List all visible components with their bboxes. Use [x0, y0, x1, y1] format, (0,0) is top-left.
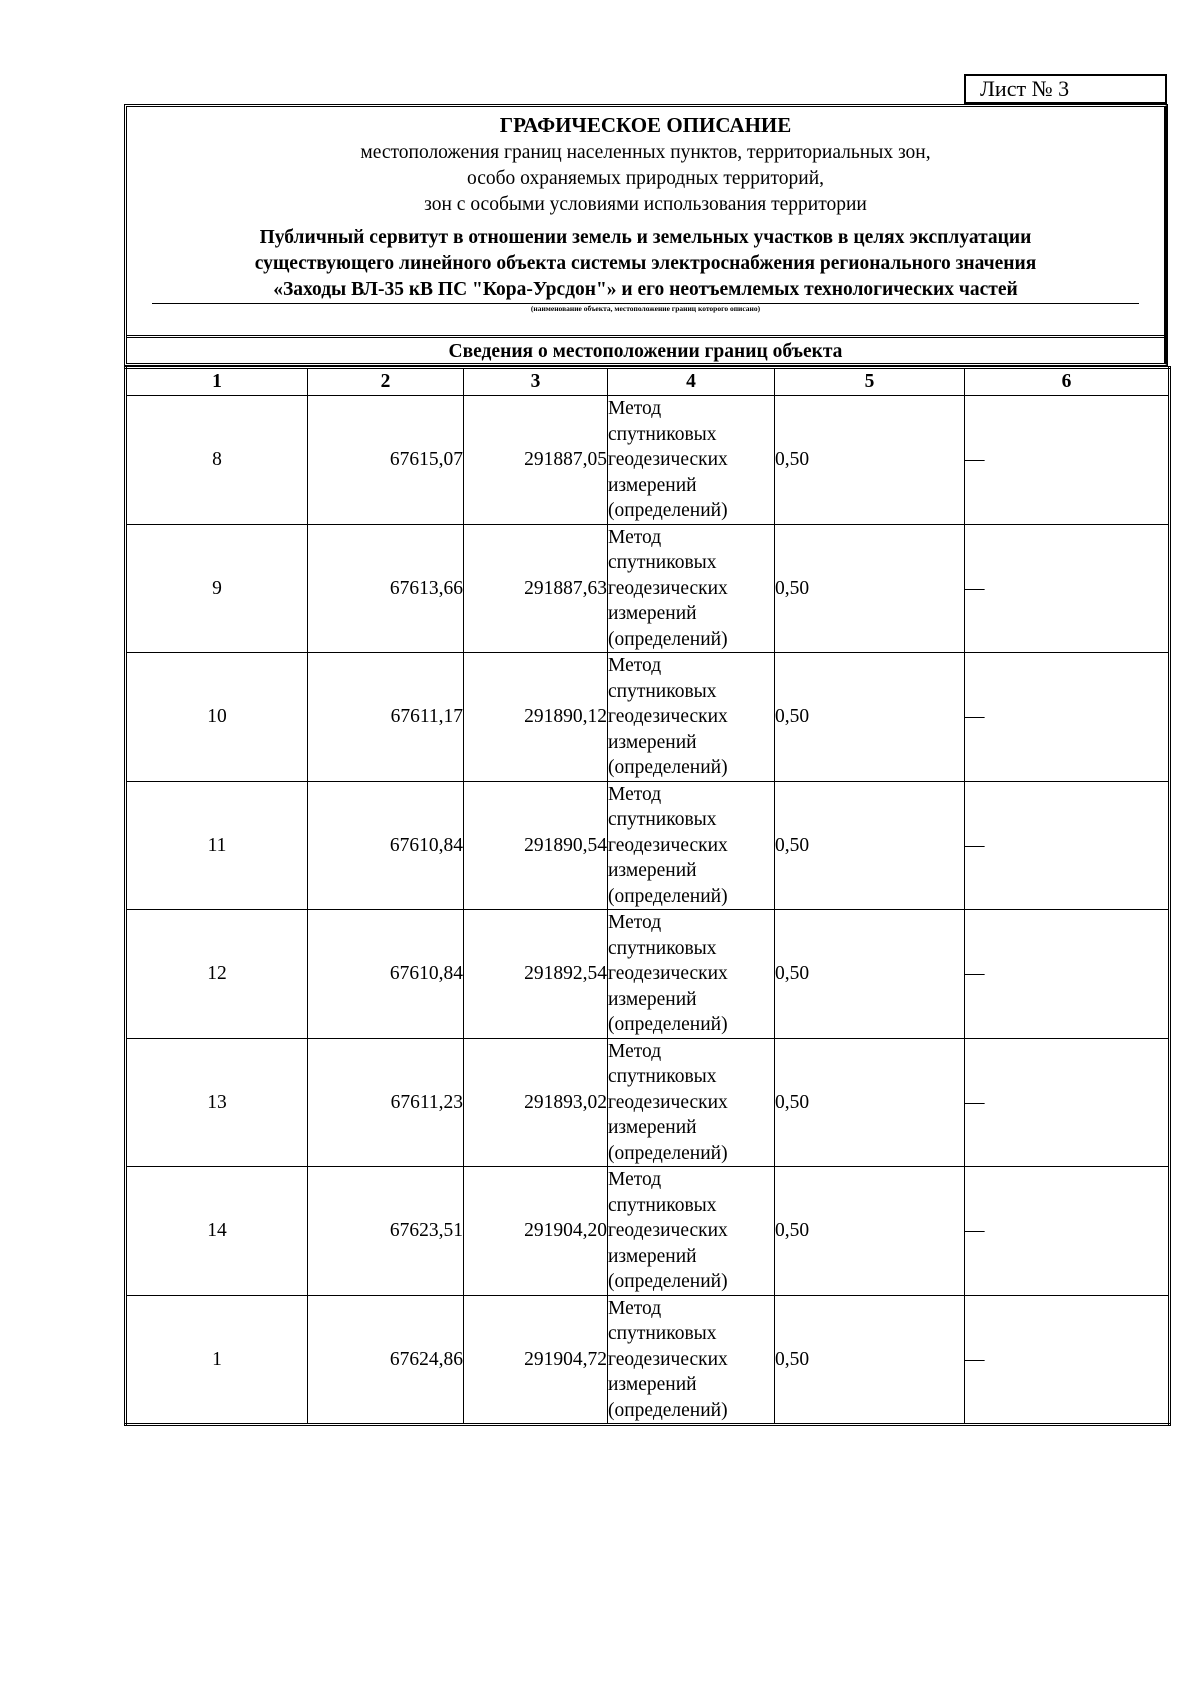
method-line: Метод [608, 912, 662, 933]
y-coordinate-cell: 291904,72 [464, 1295, 608, 1425]
note-cell: — [965, 1167, 1170, 1296]
method-line: геодезических [608, 1220, 728, 1241]
method-line: измерений [608, 474, 697, 496]
document-title: ГРАФИЧЕСКОЕ ОПИСАНИЕ [499, 113, 792, 137]
note-cell: — [965, 396, 1170, 525]
x-coordinate-cell: 67610,84 [308, 781, 464, 910]
subtitle-line: особо охраняемых природных территорий, [467, 168, 824, 189]
x-coordinate-cell: 67623,51 [308, 1167, 464, 1296]
column-header: 2 [308, 368, 464, 396]
x-coordinate-cell: 67624,86 [308, 1295, 464, 1425]
method-cell [608, 1038, 775, 1167]
note-cell: — [965, 524, 1170, 653]
accuracy-cell: 0,50 [775, 1295, 965, 1425]
point-number-cell: 12 [126, 910, 308, 1039]
point-number-cell: 9 [126, 524, 308, 653]
y-coordinate-cell: 291892,54 [464, 910, 608, 1039]
table-row [126, 1295, 1170, 1425]
column-header: 1 [126, 368, 308, 396]
note-cell: — [965, 910, 1170, 1039]
note-cell: — [965, 1295, 1170, 1425]
method-line: спутниковых [608, 1194, 717, 1216]
method-line: (определений) [608, 628, 728, 650]
y-coordinate-cell: 291887,63 [464, 524, 608, 653]
point-number-cell: 1 [126, 1295, 308, 1425]
method-cell [608, 524, 775, 653]
method-line: Метод [608, 655, 662, 676]
method-line: геодезических [608, 449, 728, 470]
table-row [126, 1167, 1170, 1296]
y-coordinate-cell: 291890,54 [464, 781, 608, 910]
table-row [126, 781, 1170, 910]
method-line: измерений [608, 1117, 697, 1138]
method-line: спутниковых [608, 680, 717, 702]
coordinates-table [124, 366, 1171, 1426]
method-cell [608, 781, 775, 910]
column-header: 3 [464, 368, 608, 396]
object-name-line: существующего линейного объекта системы электроснабжения регионального значения [254, 253, 1037, 274]
method-line: (определений) [608, 500, 728, 521]
point-number-cell: 14 [126, 1167, 308, 1296]
x-coordinate-cell: 67611,17 [308, 653, 464, 782]
method-line: измерений [608, 860, 697, 881]
method-cell [608, 396, 775, 525]
section-divider [127, 335, 1164, 338]
method-line: Метод [608, 1169, 662, 1190]
y-coordinate-cell: 291887,05 [464, 396, 608, 525]
subtitle-line: зон с особыми условиями использования территории [424, 194, 867, 215]
point-number-cell: 10 [126, 653, 308, 782]
point-number-cell: 8 [126, 396, 308, 525]
method-line: геодезических [608, 706, 728, 727]
column-header: 5 [775, 368, 965, 396]
method-line: геодезических [608, 963, 728, 984]
y-coordinate-cell: 291904,20 [464, 1167, 608, 1296]
accuracy-cell: 0,50 [775, 910, 965, 1039]
table-row [126, 396, 1170, 525]
method-line: спутниковых [608, 423, 717, 445]
accuracy-cell: 0,50 [775, 653, 965, 782]
table-row [126, 1038, 1170, 1167]
method-line: (определений) [608, 1014, 728, 1035]
method-line: измерений [608, 1374, 697, 1395]
subtitle-line: местоположения границ населенных пунктов, территориальных зон, [360, 142, 931, 163]
table-header-row [126, 368, 1170, 396]
accuracy-cell: 0,50 [775, 1038, 965, 1167]
column-header: 6 [965, 368, 1170, 396]
method-line: (определений) [608, 1271, 728, 1292]
object-name-caption: (наименование объекта, местоположение границ которого описано) [530, 304, 761, 313]
x-coordinate-cell: 67613,66 [308, 524, 464, 653]
method-line: (определений) [608, 757, 728, 778]
method-line: спутниковых [608, 1323, 717, 1344]
table-row [126, 653, 1170, 782]
method-line: (определений) [608, 1399, 728, 1421]
method-line: Метод [608, 526, 662, 548]
object-name [127, 225, 1164, 303]
method-line: геодезических [608, 834, 728, 856]
method-line: геодезических [608, 1091, 728, 1113]
x-coordinate-cell: 67611,23 [308, 1038, 464, 1167]
column-header: 4 [608, 368, 775, 396]
table-row [126, 910, 1170, 1039]
method-line: Метод [608, 1040, 662, 1062]
object-name-line: «Заходы ВЛ-35 кВ ПС "Кора-Урсдон"» и его неотъемлемых технологических частей [273, 279, 1018, 300]
point-number-cell: 11 [126, 781, 308, 910]
table-row [126, 524, 1170, 653]
document-header [124, 104, 1168, 366]
method-line: Метод [608, 1297, 662, 1319]
note-cell: — [965, 1038, 1170, 1167]
method-line: (определений) [608, 885, 728, 907]
accuracy-cell: 0,50 [775, 396, 965, 525]
note-cell: — [965, 653, 1170, 782]
note-cell: — [965, 781, 1170, 910]
method-line: спутниковых [608, 937, 717, 959]
method-cell [608, 1295, 775, 1425]
x-coordinate-cell: 67610,84 [308, 910, 464, 1039]
y-coordinate-cell: 291890,12 [464, 653, 608, 782]
method-line: Метод [608, 398, 662, 419]
method-line: измерений [608, 988, 697, 1010]
method-line: измерений [608, 731, 697, 753]
method-line: измерений [608, 603, 697, 624]
accuracy-cell: 0,50 [775, 781, 965, 910]
method-line: геодезических [608, 1348, 728, 1370]
x-coordinate-cell: 67615,07 [308, 396, 464, 525]
accuracy-cell: 0,50 [775, 1167, 965, 1296]
method-line: Метод [608, 783, 662, 805]
method-cell [608, 910, 775, 1039]
method-line: спутниковых [608, 552, 717, 573]
method-line: (определений) [608, 1142, 728, 1164]
method-cell [608, 1167, 775, 1296]
table-body [126, 396, 1170, 1425]
method-line: геодезических [608, 577, 728, 599]
section-title: Сведения о местоположении границ объекта [448, 341, 843, 362]
sheet-number: Лист № 3 [964, 74, 1167, 104]
method-line: спутниковых [608, 1066, 717, 1087]
accuracy-cell: 0,50 [775, 524, 965, 653]
point-number-cell: 13 [126, 1038, 308, 1167]
y-coordinate-cell: 291893,02 [464, 1038, 608, 1167]
document-subtitle [127, 140, 1164, 218]
method-line: измерений [608, 1245, 697, 1267]
method-cell [608, 653, 775, 782]
method-line: спутниковых [608, 809, 717, 830]
object-name-line: Публичный сервитут в отношении земель и земельных участков в целях эксплуатации [259, 227, 1032, 248]
